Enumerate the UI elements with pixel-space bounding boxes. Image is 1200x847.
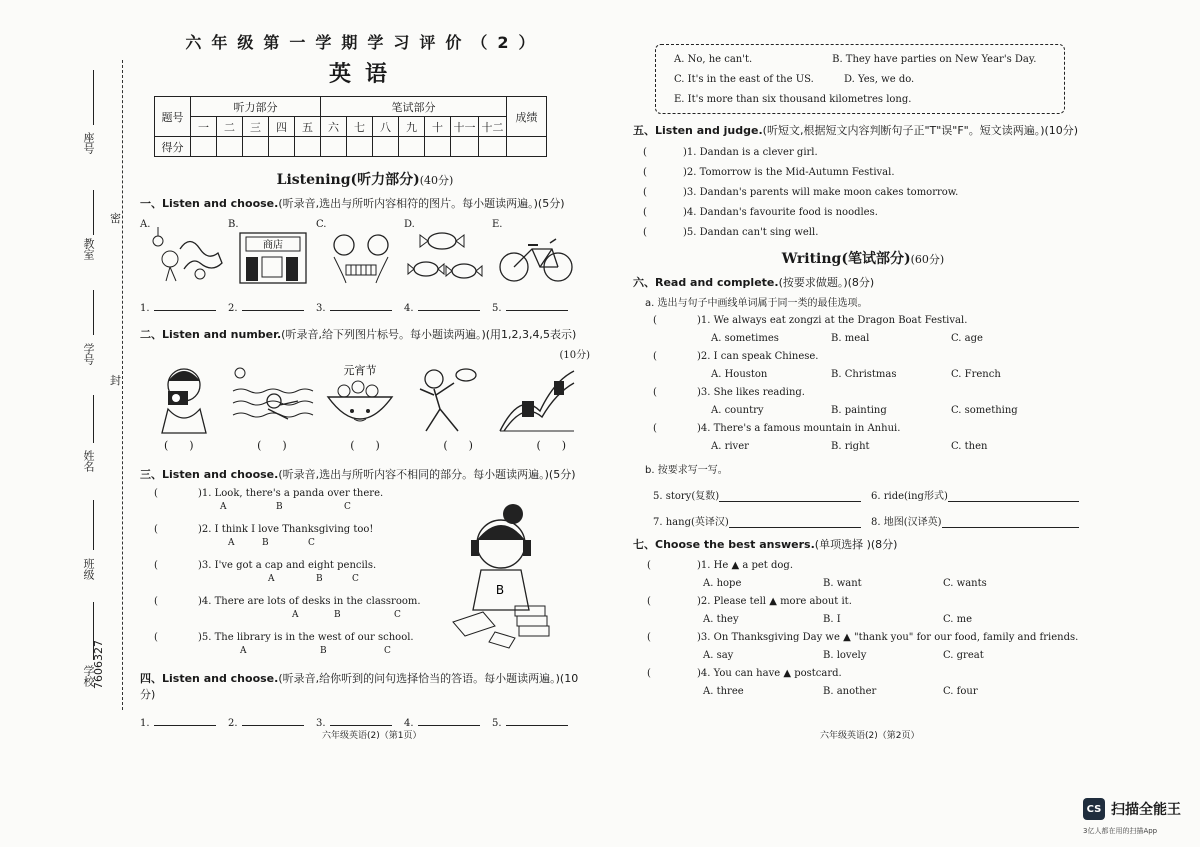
seat-label: 座号	[82, 132, 95, 154]
question-row	[140, 560, 590, 590]
tangyuan-bowl-illustration	[316, 361, 404, 435]
classroom-label: 教室	[82, 238, 95, 260]
write-blank[interactable]	[948, 501, 1079, 502]
mc-options	[633, 365, 1093, 383]
mc-options	[633, 437, 1093, 455]
class-line	[93, 500, 94, 550]
mc-options	[633, 646, 1093, 664]
section-7-title: 七、Choose the best answers.	[633, 538, 815, 551]
page-1-footer: 六年级英语(2)（第1页）	[322, 731, 422, 741]
score-cell[interactable]	[217, 137, 243, 157]
picture-label-d: D.	[404, 219, 415, 230]
judge-row	[633, 222, 1093, 242]
option: C. something	[951, 404, 1018, 416]
blank-number: 1.	[140, 303, 150, 314]
blank-number: 3.	[316, 303, 326, 314]
score-table	[154, 96, 547, 157]
stem-text: )1. He	[697, 559, 729, 571]
picture-label-b: B.	[228, 219, 239, 230]
option: B. painting	[831, 404, 887, 416]
write-prompt: 7. hang(英译汉)	[653, 517, 729, 528]
picture-a	[140, 219, 228, 289]
great-wall-picture	[492, 361, 580, 431]
section-3-desc: (听录音,选出与所听内容不相同的部分。每小题读两遍。)(5分)	[278, 468, 576, 481]
option: B. I	[823, 613, 841, 625]
answer-blank[interactable]	[140, 303, 228, 314]
question-text: )1. Look, there's a panda over there.	[198, 488, 384, 499]
option: B. want	[823, 577, 862, 589]
mc-stem	[633, 556, 1093, 574]
stem-text: postcard.	[794, 667, 842, 679]
cut-line	[122, 60, 123, 710]
camera-girl-illustration	[140, 361, 228, 435]
stem-text: )2. I can speak Chinese.	[697, 350, 819, 362]
option-letter: A	[240, 646, 247, 656]
option: A. say	[703, 649, 734, 661]
option-d: D. Yes, we do.	[844, 73, 915, 85]
camscanner-logo-icon: CS	[1083, 798, 1105, 820]
listening-score: (40分)	[419, 174, 454, 187]
picture-label-c: C.	[316, 219, 327, 230]
mc-options	[633, 682, 1093, 700]
section-2-score: (10分)	[559, 350, 590, 361]
write-prompt: 5. story(复数)	[653, 491, 720, 502]
score-cell[interactable]	[243, 137, 269, 157]
score-cell[interactable]	[479, 137, 507, 157]
answer-paren[interactable]: (	[643, 166, 647, 178]
answer-paren[interactable]: (	[154, 632, 158, 643]
answer-paren[interactable]: (	[653, 314, 657, 326]
option-letter: B	[262, 538, 269, 548]
answer-blank[interactable]	[492, 303, 580, 314]
seal-mark-1: 密	[110, 212, 121, 225]
question-text: )2. I think I love Thanksgiving too!	[198, 524, 374, 535]
answer-paren[interactable]: (	[647, 559, 651, 571]
mc-options	[633, 401, 1093, 419]
write-row	[633, 502, 1093, 528]
writing-heading	[633, 248, 1093, 268]
answer-paren[interactable]: (	[154, 596, 158, 607]
stem-text: )3. She likes reading.	[697, 386, 805, 398]
mc-options	[633, 329, 1093, 347]
qnum-12: 十二	[479, 117, 507, 137]
option: B. meal	[831, 332, 870, 344]
row-label-score: 得分	[155, 137, 191, 157]
write-item	[871, 487, 1089, 502]
answer-paren[interactable]: (	[643, 146, 647, 158]
section-5-desc: (听短文,根据短文内容判断句子正"T"误"F"。短文读两遍。)(10分)	[762, 124, 1079, 137]
stem-text: )3. On Thanksgiving Day we	[697, 631, 840, 643]
lantern-festival-picture	[316, 361, 404, 431]
section-1-heading	[140, 195, 590, 211]
section-5-list	[633, 142, 1093, 242]
section-6-mc	[633, 311, 1093, 455]
answer-blank[interactable]	[404, 303, 492, 314]
section-5-title: 五、Listen and judge.	[633, 124, 763, 137]
score-cell[interactable]	[373, 137, 399, 157]
svg-text:B: B	[495, 583, 505, 597]
option: A. sometimes	[711, 332, 779, 344]
listening-heading	[140, 169, 590, 189]
answer-blank[interactable]	[316, 303, 404, 314]
write-item	[653, 487, 871, 502]
mc-stem	[633, 311, 1093, 329]
question-row	[140, 596, 590, 626]
shop-sign-text: 商店	[263, 240, 283, 251]
section-1-pictures	[140, 219, 590, 289]
stem-text: )1. We always eat zongzi at the Dragon Boat Festival.	[697, 314, 968, 326]
stem-text: "thank you" for our food, family and friends.	[853, 631, 1079, 643]
student-id-line	[93, 290, 94, 335]
section-4-heading	[140, 670, 590, 702]
section-2-title: 二、Listen and number.	[140, 328, 282, 341]
stem-text: )2. Please tell	[697, 595, 766, 607]
answer-paren[interactable]: (	[643, 206, 647, 218]
score-cell[interactable]	[321, 137, 347, 157]
score-cell[interactable]	[425, 137, 451, 157]
score-cell[interactable]	[347, 137, 373, 157]
answer-paren[interactable]: ( )	[164, 439, 194, 452]
option: C. wants	[943, 577, 987, 589]
section-2-heading	[140, 326, 590, 342]
statement-text: )4. Dandan's favourite food is noodles.	[683, 206, 878, 218]
question-text: )5. The library is in the west of our school.	[198, 632, 414, 643]
question-row	[140, 524, 590, 554]
option-letter: C	[308, 538, 315, 548]
option-letter: C	[384, 646, 391, 656]
section-6-heading	[633, 274, 1093, 290]
blank-number: 4.	[404, 303, 414, 314]
answer-paren[interactable]: (	[647, 667, 651, 679]
blank-number: 5.	[492, 303, 502, 314]
section-2-desc: (听录音,给下列图片标号。每小题读两遍。)(用1,2,3,4,5表示)	[281, 328, 577, 341]
option: C. great	[943, 649, 984, 661]
option: C. me	[943, 613, 973, 625]
football-picture	[404, 361, 492, 431]
answer-paren[interactable]: ( )	[536, 439, 566, 452]
answer-paren[interactable]: (	[653, 350, 657, 362]
writing-score: (60分)	[910, 253, 945, 266]
option: A. river	[711, 440, 749, 452]
mc-stem	[633, 347, 1093, 365]
total-label: 成绩	[507, 97, 547, 137]
writing-part-label: 笔试部分	[321, 97, 507, 117]
row-label-question-no: 题号	[155, 97, 191, 137]
stem-text: )4. You can have	[697, 667, 781, 679]
mc-options	[633, 574, 1093, 592]
option: B. lovely	[823, 649, 867, 661]
write-blank[interactable]	[729, 527, 861, 528]
qnum-1: 一	[191, 117, 217, 137]
option: A. they	[703, 613, 739, 625]
triangle-icon: ▲	[783, 667, 792, 679]
option: B. right	[831, 440, 870, 452]
statement-text: )3. Dandan's parents will make moon cakes tomorrow.	[683, 186, 959, 198]
blank-number: 2.	[228, 718, 238, 729]
mc-stem	[633, 383, 1093, 401]
qnum-7: 七	[347, 117, 373, 137]
section-2-answer-parens	[140, 439, 590, 452]
answer-blank[interactable]	[228, 303, 316, 314]
classroom-line	[93, 190, 94, 235]
triangle-icon: ▲	[731, 559, 740, 571]
mc-stem	[633, 592, 1093, 610]
subject-title: 英语	[328, 62, 401, 87]
option-letter: A	[228, 538, 235, 548]
option-b: B. They have parties on New Year's Day.	[832, 53, 1037, 65]
great-wall-illustration	[492, 361, 580, 435]
blank-number: 1.	[140, 718, 150, 729]
writing-title: Writing	[781, 251, 842, 267]
section-6-part-b: b. 按要求写一写。	[645, 465, 728, 476]
option-letter: B	[334, 610, 341, 620]
score-cell[interactable]	[191, 137, 217, 157]
qnum-5: 五	[295, 117, 321, 137]
option-letter: A	[268, 574, 275, 584]
qnum-8: 八	[373, 117, 399, 137]
question-row	[140, 488, 590, 518]
blank-number: 3.	[316, 718, 326, 729]
picture-d	[404, 219, 492, 289]
section-1-desc: (听录音,选出与所听内容相符的图片。每小题读两遍。)(5分)	[278, 197, 565, 210]
stem-text: a pet dog.	[742, 559, 794, 571]
write-row	[633, 476, 1093, 502]
section-3-body	[140, 488, 590, 662]
swimming-illustration	[228, 361, 316, 435]
option: C. age	[951, 332, 983, 344]
option: C. then	[951, 440, 988, 452]
answer-paren[interactable]: (	[643, 226, 647, 238]
option-letter: C	[344, 502, 351, 512]
option: C. four	[943, 685, 978, 697]
answer-paren[interactable]: ( )	[443, 439, 473, 452]
answer-paren[interactable]: (	[154, 524, 158, 535]
section-2-pictures	[140, 361, 590, 435]
judge-row	[633, 162, 1093, 182]
picture-label-e: E.	[492, 219, 503, 230]
option-a: A. No, he can't.	[674, 53, 753, 65]
page-2-footer: 六年级英语(2)（第2页）	[820, 731, 920, 741]
class-label: 班级	[82, 558, 95, 580]
mc-stem	[633, 419, 1093, 437]
answer-options-box	[655, 44, 1065, 114]
score-cell[interactable]	[399, 137, 425, 157]
write-blank[interactable]	[942, 527, 1079, 528]
bicycle-illustration	[492, 219, 580, 289]
picture-c	[316, 219, 404, 289]
shop-illustration	[228, 219, 316, 289]
section-6-title: 六、Read and complete.	[633, 276, 779, 289]
triangle-icon: ▲	[843, 631, 851, 643]
qnum-4: 四	[269, 117, 295, 137]
stem-text: )4. There's a famous mountain in Anhui.	[697, 422, 901, 434]
write-blank[interactable]	[719, 501, 861, 502]
blank-number: 4.	[404, 718, 414, 729]
qnum-2: 二	[217, 117, 243, 137]
section-3-heading	[140, 466, 590, 482]
write-item	[653, 513, 871, 528]
name-label: 姓名	[82, 450, 95, 472]
picture-b	[228, 219, 316, 289]
student-id-label: 学号	[82, 343, 95, 365]
section-6-desc: (按要求做题。)(8分)	[778, 276, 875, 289]
option: C. French	[951, 368, 1001, 380]
scanner-watermark	[1083, 798, 1181, 820]
seat-line	[93, 70, 94, 125]
answer-paren[interactable]: (	[154, 560, 158, 571]
writing-title-cn: (笔试部分)	[841, 251, 911, 267]
option: B. another	[823, 685, 877, 697]
triangle-icon: ▲	[769, 595, 777, 607]
exam-title: 六年级第一学期学习评价（2）	[185, 33, 545, 52]
option-e: E. It's more than six thousand kilometres long.	[674, 93, 912, 105]
answer-paren[interactable]: ( )	[350, 439, 380, 452]
option-letter: A	[220, 502, 227, 512]
section-7-mc	[633, 556, 1093, 700]
blank-number: 2.	[228, 303, 238, 314]
section-1-title: 一、Listen and choose.	[140, 197, 279, 210]
yuanxiao-text: 元宵节	[343, 364, 377, 377]
section-4-desc: (听录音,给你听到的问句选择恰当的答语。每小题读两遍。)(10分)	[140, 672, 579, 701]
section-3-title: 三、Listen and choose.	[140, 468, 279, 481]
judge-row	[633, 182, 1093, 202]
picture-label-a: A.	[140, 219, 151, 230]
option: B. Christmas	[831, 368, 897, 380]
scanner-tagline: 3亿人都在用的扫描App	[1083, 827, 1158, 835]
stem-text: more about it.	[780, 595, 852, 607]
candy-illustration	[404, 219, 492, 289]
mc-stem	[633, 664, 1093, 682]
answer-paren[interactable]: (	[647, 631, 651, 643]
answer-paren[interactable]: (	[647, 595, 651, 607]
name-line	[93, 395, 94, 443]
section-7-desc: (单项选择 )(8分)	[814, 538, 898, 551]
statement-text: )5. Dandan can't sing well.	[683, 226, 819, 238]
listening-part-label: 听力部分	[191, 97, 321, 117]
option: A. country	[711, 404, 764, 416]
football-player-illustration	[404, 361, 492, 435]
answer-paren[interactable]: (	[653, 386, 657, 398]
answer-paren[interactable]: (	[154, 488, 158, 499]
listening-title-cn: (听力部分)	[350, 172, 420, 188]
write-item	[871, 513, 1089, 528]
paper-code: 7606327	[92, 640, 105, 689]
section-6-part-a: a. 选出与句子中画线单词属于同一类的最佳选项。	[645, 298, 868, 309]
mc-options	[633, 610, 1093, 628]
left-column	[140, 30, 590, 729]
option-letter: C	[394, 610, 401, 620]
option-letter: B	[276, 502, 283, 512]
answer-blank[interactable]	[492, 718, 580, 729]
section-7-heading	[633, 536, 1093, 552]
option-letter: C	[352, 574, 359, 584]
photographer-picture	[140, 361, 228, 431]
answer-blank[interactable]	[140, 718, 228, 729]
option-letter: A	[292, 610, 299, 620]
option: A. hope	[703, 577, 742, 589]
score-cell[interactable]	[295, 137, 321, 157]
scanner-app-name: 扫描全能王	[1111, 802, 1181, 818]
statement-text: )1. Dandan is a clever girl.	[683, 146, 818, 158]
dragon-dance-illustration	[140, 219, 228, 289]
judge-row	[633, 202, 1093, 222]
section-4-title: 四、Listen and choose.	[140, 672, 279, 685]
school-label: 学校	[82, 665, 95, 687]
question-text: )3. I've got a cap and eight pencils.	[198, 560, 377, 571]
judge-row	[633, 142, 1093, 162]
right-column	[633, 44, 1093, 700]
write-prompt: 6. ride(ing形式)	[871, 491, 948, 502]
chess-kids-illustration	[316, 219, 404, 289]
blank-number: 5.	[492, 718, 502, 729]
qnum-9: 九	[399, 117, 425, 137]
section-5-heading	[633, 122, 1093, 138]
qnum-3: 三	[243, 117, 269, 137]
score-cell[interactable]	[269, 137, 295, 157]
qnum-10: 十	[425, 117, 451, 137]
mc-stem	[633, 628, 1093, 646]
option-letter: B	[316, 574, 323, 584]
option: A. Houston	[711, 368, 768, 380]
answer-paren[interactable]: (	[653, 422, 657, 434]
answer-paren[interactable]: (	[643, 186, 647, 198]
qnum-6: 六	[321, 117, 347, 137]
section-1-answer-blanks	[140, 303, 590, 314]
seal-mark-2: 封	[110, 374, 121, 387]
question-text: )4. There are lots of desks in the classroom.	[198, 596, 421, 607]
picture-e	[492, 219, 580, 289]
statement-text: )2. Tomorrow is the Mid-Autumn Festival.	[683, 166, 895, 178]
answer-paren[interactable]: ( )	[257, 439, 287, 452]
answer-blank[interactable]	[228, 718, 316, 729]
question-row	[140, 632, 590, 662]
qnum-11: 十一	[451, 117, 479, 137]
write-prompt: 8. 地图(汉译英)	[871, 517, 942, 528]
listening-title: Listening	[276, 172, 351, 188]
score-cell[interactable]	[451, 137, 479, 157]
option: A. three	[703, 685, 744, 697]
option-c: C. It's in the east of the US.	[674, 73, 814, 85]
swimmer-picture	[228, 361, 316, 431]
total-score-cell[interactable]	[507, 137, 547, 157]
option-letter: B	[320, 646, 327, 656]
